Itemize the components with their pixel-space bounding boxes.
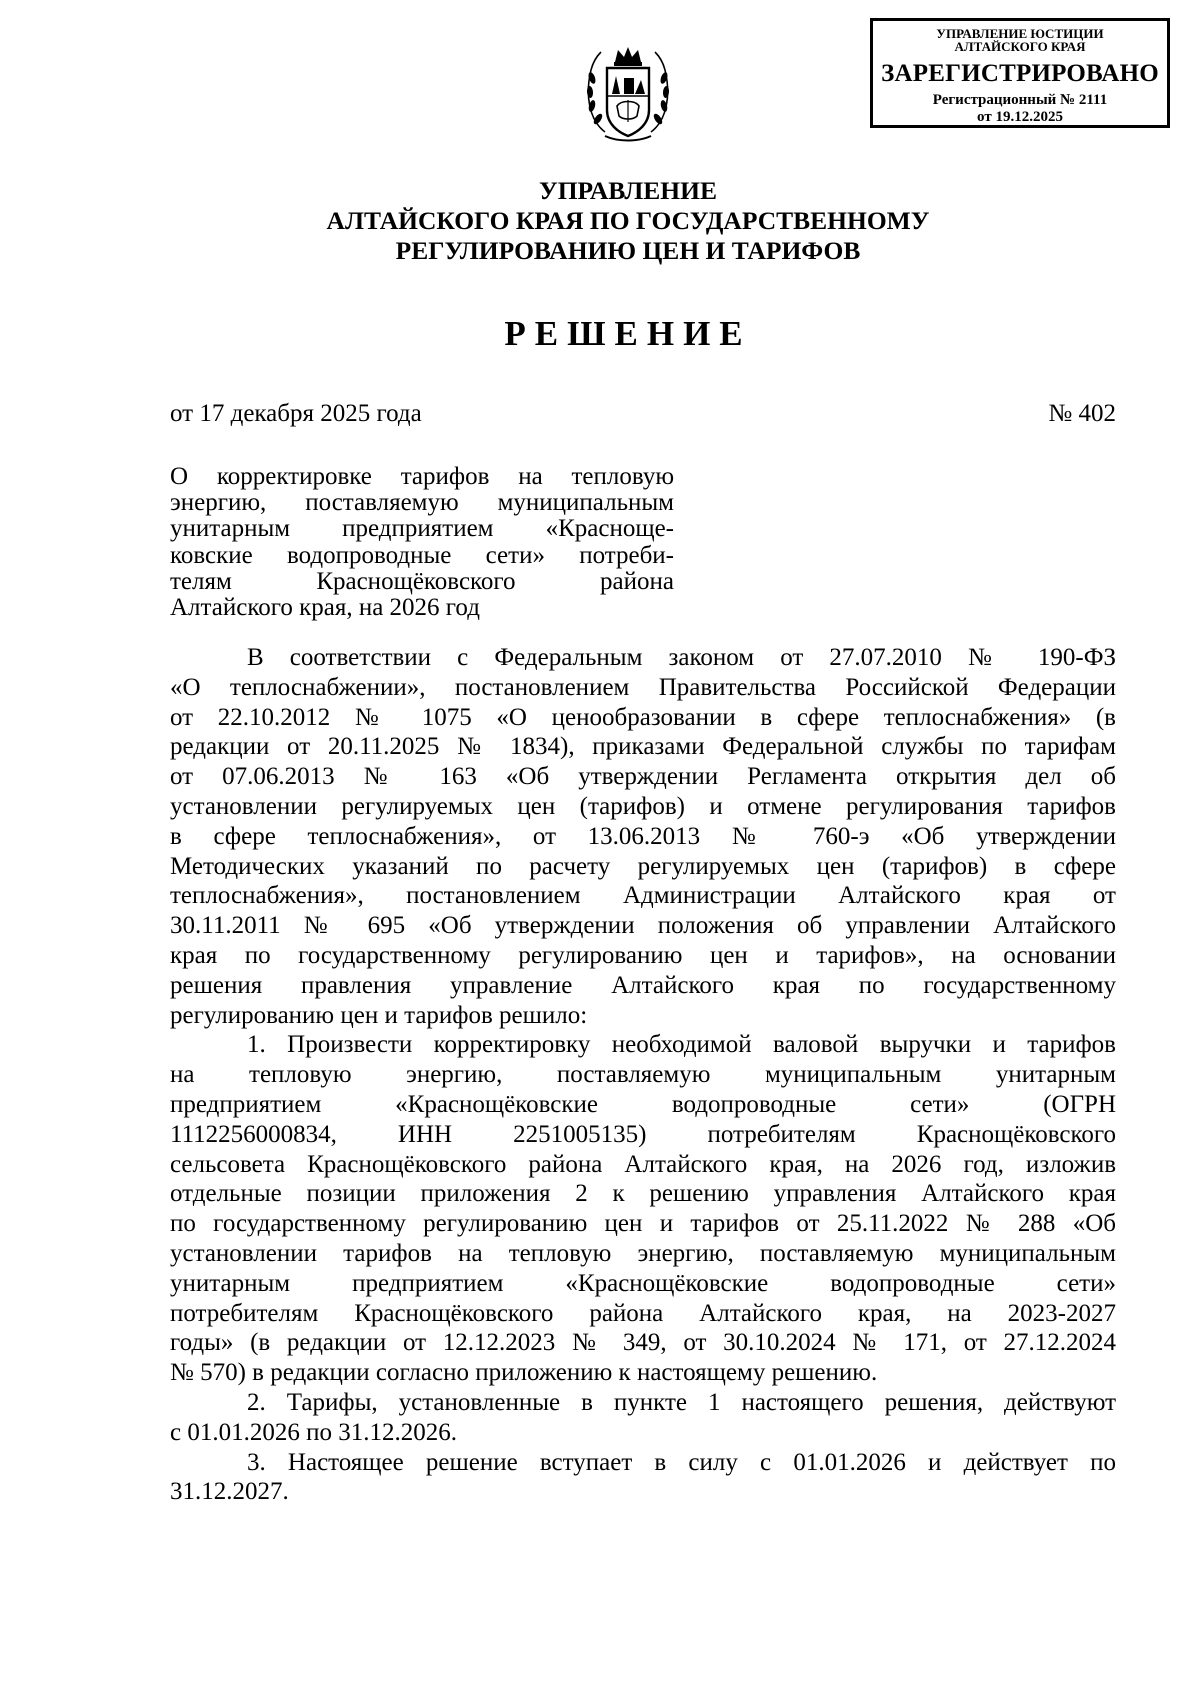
body-line: отдельные позиции приложения 2 к решению управления Алтайского края [170,1180,1116,1208]
body-line: редакции от 20.11.2025 № 1834), приказами Федеральной службы по тарифам [170,733,1116,761]
body-line: теплоснабжения», постановлением Администрации Алтайского края от [170,882,1116,910]
stamp-org-line: АЛТАЙСКОГО КРАЯ [954,39,1086,54]
agency-line: РЕГУЛИРОВАНИЮ ЦЕН И ТАРИФОВ [395,236,861,265]
coat-of-arms-icon [583,40,673,148]
subject-line: телям Краснощёковского района [170,567,674,595]
registration-stamp [870,18,1170,128]
decision-body [170,643,1116,1507]
body-line: «О теплоснабжении», постановлением Правительства Российской Федерации [170,673,1116,701]
document-type-title: РЕШЕНИЕ [504,314,752,353]
body-line: 3. Настоящее решение вступает в силу с 01.01.2026 и действует по [247,1448,1116,1476]
body-line: регулированию цен и тарифов решило: [170,1001,588,1029]
body-line: предприятием «Краснощёковские водопроводные сети» (ОГРН [170,1090,1116,1118]
body-line: на тепловую энергию, поставляемую муниципальным унитарным [170,1061,1116,1089]
subject-line: Алтайского края, на 2026 год [170,594,480,622]
subject-line: О корректировке тарифов на тепловую [170,463,674,490]
agency-line: УПРАВЛЕНИЕ [538,176,717,205]
body-line: 31.12.2027. [170,1478,289,1506]
stamp-reg-number: Регистрационный № 2111 [932,92,1108,108]
body-line: от 07.06.2013 № 163 «Об утверждении Регламента открытия дел об [170,763,1116,791]
subject-line: энергию, поставляемую муниципальным [170,489,674,517]
body-line: от 22.10.2012 № 1075 «О ценообразовании в сфере теплоснабжения» (в [170,703,1116,731]
body-line: В соответствии с Федеральным законом от 27.07.2010 № 190-ФЗ [247,644,1116,671]
stamp-reg-date: от 19.12.2025 [977,109,1063,125]
body-line: Методических указаний по расчету регулируемых цен (тарифов) в сфере [170,852,1116,880]
decision-date: от 17 декабря 2025 года [170,400,422,427]
body-line: унитарным предприятием «Краснощёковские водопроводные сети» [170,1269,1116,1297]
body-line: 2. Тарифы, установленные в пункте 1 настоящего решения, действуют [247,1388,1116,1416]
stamp-org-line: УПРАВЛЕНИЕ ЮСТИЦИИ [936,26,1104,41]
agency-line: АЛТАЙСКОГО КРАЯ ПО ГОСУДАРСТВЕННОМУ [326,206,930,235]
date-number-line [170,400,1116,428]
stamp-status: ЗАРЕГИСТРИРОВАНО [881,60,1159,87]
body-line: установлении тарифов на тепловую энергию, поставляемую муниципальным [170,1239,1116,1267]
body-line: 30.11.2011 № 695 «Об утверждении положения об управлении Алтайского [170,912,1116,940]
body-line: установлении регулируемых цен (тарифов) и отмене регулирования тарифов [170,792,1116,820]
body-line: 1. Произвести корректировку необходимой валовой выручки и тарифов [247,1031,1116,1059]
body-line: сельсовета Краснощёковского района Алтайского края, на 2026 год, изложив [170,1150,1116,1178]
agency-name [0,176,1200,266]
decision-number: № 402 [1048,400,1116,427]
body-line: 1112256000834, ИНН 2251005135) потребителям Краснощёковского [170,1120,1116,1148]
body-line: решения правления управление Алтайского края по государственному [170,971,1116,999]
body-line: потребителям Краснощёковского района Алтайского края, на 2023-2027 [170,1299,1116,1327]
body-line: годы» (в редакции от 12.12.2023 № 349, от 30.10.2024 № 171, от 27.12.2024 [170,1329,1116,1357]
subject-line: ковские водопроводные сети» потреби- [170,541,674,569]
body-line: в сфере теплоснабжения», от 13.06.2013 № 760-э «Об утверждении [170,822,1116,850]
decision-subject [170,464,674,621]
body-line: края по государственному регулированию цен и тарифов», на основании [170,941,1116,969]
body-line: № 570) в редакции согласно приложению к настоящему решению. [170,1359,878,1387]
body-line: с 01.01.2026 по 31.12.2026. [170,1418,457,1446]
body-line: по государственному регулированию цен и тарифов от 25.11.2022 № 288 «Об [170,1210,1116,1238]
subject-line: унитарным предприятием «Красноще- [170,515,674,543]
